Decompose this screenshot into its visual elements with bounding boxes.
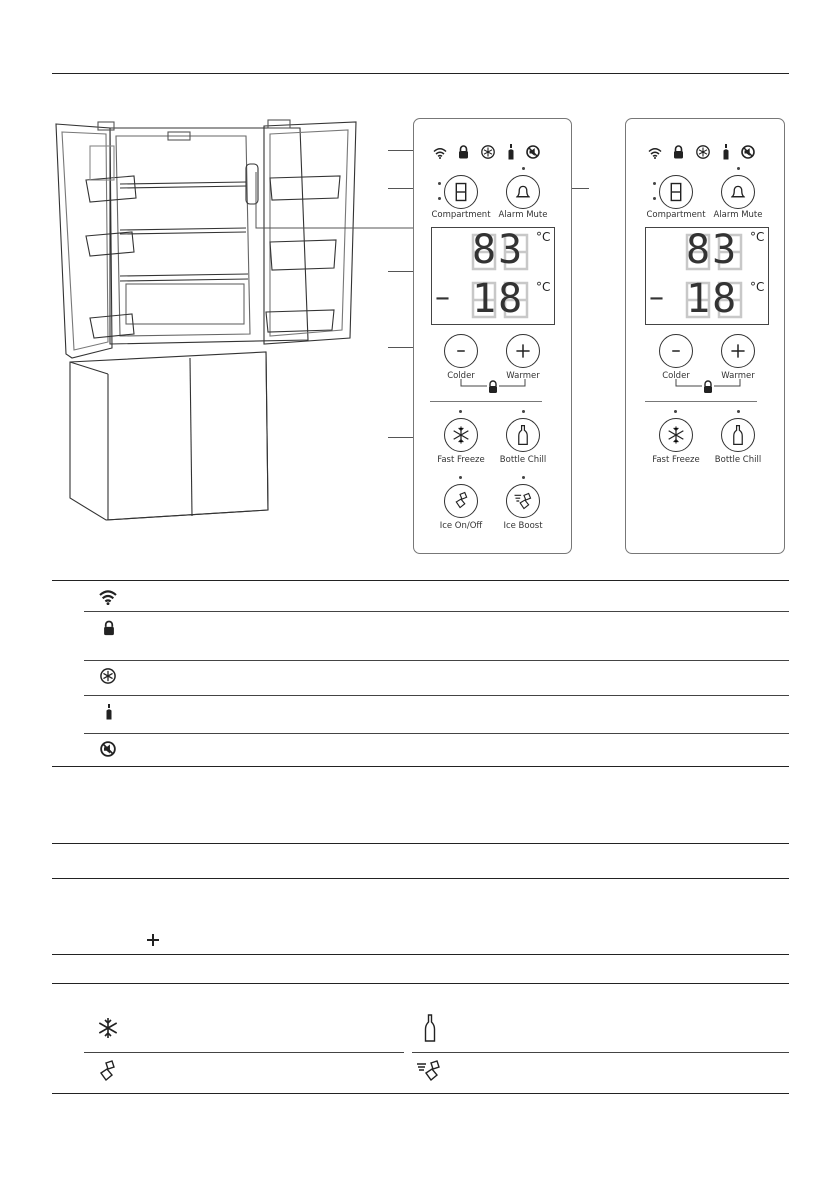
bottle-status-icon bbox=[722, 144, 730, 160]
fast-freeze-indicator-dot bbox=[674, 410, 677, 413]
bottle-chill-button[interactable] bbox=[721, 418, 755, 452]
fast-freeze-label: Fast Freeze bbox=[652, 455, 700, 465]
lock-icon bbox=[103, 620, 115, 636]
compartment-indicator-dot-1 bbox=[438, 182, 441, 185]
table-rule bbox=[412, 1052, 789, 1053]
fast-freeze-button[interactable] bbox=[444, 418, 478, 452]
ice-boost-icon bbox=[416, 1059, 442, 1083]
control-panel-right bbox=[625, 118, 785, 554]
freezer-temp-unit: °C bbox=[750, 280, 765, 294]
compartment-button[interactable] bbox=[659, 175, 693, 209]
fridge-temp-unit: °C bbox=[750, 230, 765, 244]
table-rule bbox=[84, 695, 789, 696]
warmer-button[interactable] bbox=[506, 334, 540, 368]
fast-freeze-status-icon bbox=[100, 668, 116, 684]
bottle-icon bbox=[424, 1014, 436, 1042]
fast-freeze-indicator-dot bbox=[459, 410, 462, 413]
colder-label: Colder bbox=[447, 371, 475, 381]
compartment-label: Compartment bbox=[646, 210, 706, 220]
table-rule bbox=[84, 733, 789, 734]
ice-onoff-button[interactable] bbox=[444, 484, 478, 518]
temperature-display bbox=[431, 227, 555, 325]
ice-boost-button[interactable] bbox=[506, 484, 540, 518]
alarm-mute-indicator-dot bbox=[522, 167, 525, 170]
ice-cube-icon bbox=[98, 1059, 118, 1083]
lock-icon bbox=[673, 145, 684, 159]
freezer-temp-unit: °C bbox=[536, 280, 551, 294]
colder-label: Colder bbox=[662, 371, 690, 381]
ice-boost-label: Ice Boost bbox=[503, 521, 543, 531]
compartment-indicator-dot-1 bbox=[653, 182, 656, 185]
table-rule bbox=[52, 580, 789, 581]
table-rule bbox=[52, 766, 789, 767]
colder-button[interactable] bbox=[444, 334, 478, 368]
compartment-indicator-dot-2 bbox=[438, 197, 441, 200]
temperature-display bbox=[645, 227, 769, 325]
leader-line-display bbox=[250, 168, 430, 234]
bottle-chill-label: Bottle Chill bbox=[714, 455, 762, 465]
table-rule bbox=[52, 843, 789, 844]
panel-divider bbox=[645, 401, 757, 402]
warmer-label: Warmer bbox=[721, 371, 755, 381]
colder-button[interactable] bbox=[659, 334, 693, 368]
fast-freeze-status-icon bbox=[481, 145, 495, 159]
plus-icon bbox=[146, 933, 160, 947]
table-rule bbox=[52, 954, 789, 955]
ice-onoff-label: Ice On/Off bbox=[439, 521, 483, 531]
control-panel-left bbox=[413, 118, 572, 554]
table-rule bbox=[84, 611, 789, 612]
alarm-mute-status-icon bbox=[100, 741, 116, 757]
warmer-label: Warmer bbox=[506, 371, 540, 381]
freezer-temperature: 18 bbox=[472, 276, 525, 322]
alarm-mute-indicator-dot bbox=[737, 167, 740, 170]
fridge-temp-unit: °C bbox=[536, 230, 551, 244]
table-rule bbox=[52, 1093, 789, 1094]
wifi-icon bbox=[648, 147, 662, 159]
freezer-sign: – bbox=[435, 280, 450, 315]
table-rule bbox=[84, 1052, 404, 1053]
fast-freeze-label: Fast Freeze bbox=[437, 455, 485, 465]
alarm-mute-label: Alarm Mute bbox=[498, 210, 548, 220]
bottle-status-icon bbox=[105, 703, 113, 721]
compartment-indicator-dot-2 bbox=[653, 197, 656, 200]
alarm-mute-status-icon bbox=[526, 145, 540, 159]
snowflake-icon bbox=[97, 1017, 119, 1039]
panel-divider bbox=[430, 401, 542, 402]
ice-onoff-indicator-dot bbox=[459, 476, 462, 479]
freezer-temperature: 18 bbox=[686, 276, 739, 322]
bottle-chill-label: Bottle Chill bbox=[499, 455, 547, 465]
table-rule bbox=[52, 983, 789, 984]
table-rule bbox=[52, 878, 789, 879]
bottle-chill-indicator-dot bbox=[522, 410, 525, 413]
fridge-temperature: 83 bbox=[686, 227, 739, 273]
fridge-temperature: 83 bbox=[472, 227, 525, 273]
freezer-sign: – bbox=[649, 280, 664, 315]
wifi-icon bbox=[433, 147, 447, 159]
bottle-chill-indicator-dot bbox=[737, 410, 740, 413]
alarm-mute-button[interactable] bbox=[506, 175, 540, 209]
bottle-status-icon bbox=[507, 144, 515, 160]
alarm-mute-label: Alarm Mute bbox=[713, 210, 763, 220]
compartment-label: Compartment bbox=[431, 210, 491, 220]
lock-combination-bracket bbox=[673, 379, 743, 395]
table-rule bbox=[84, 660, 789, 661]
fast-freeze-status-icon bbox=[696, 145, 710, 159]
ice-boost-indicator-dot bbox=[522, 476, 525, 479]
lock-combination-bracket bbox=[458, 379, 528, 395]
lock-icon bbox=[458, 145, 469, 159]
bottle-chill-button[interactable] bbox=[506, 418, 540, 452]
warmer-button[interactable] bbox=[721, 334, 755, 368]
compartment-button[interactable] bbox=[444, 175, 478, 209]
alarm-mute-button[interactable] bbox=[721, 175, 755, 209]
top-rule bbox=[52, 73, 789, 74]
alarm-mute-status-icon bbox=[741, 145, 755, 159]
wifi-icon bbox=[98, 589, 118, 605]
fast-freeze-button[interactable] bbox=[659, 418, 693, 452]
